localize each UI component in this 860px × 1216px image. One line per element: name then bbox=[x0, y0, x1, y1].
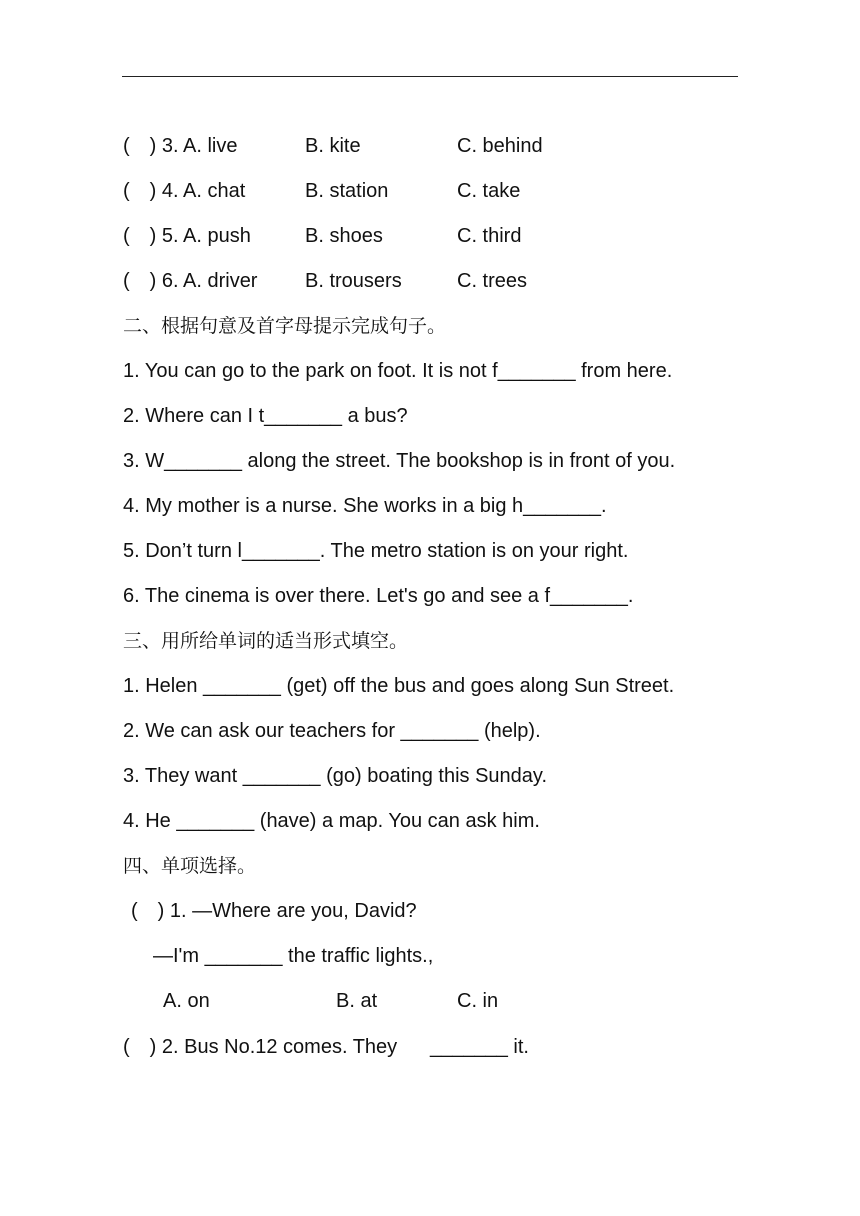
section-2-item-3: 3. W_______ along the street. The bookshop is in front of you. bbox=[123, 450, 676, 472]
question-5-option-b: B. shoes bbox=[305, 225, 383, 247]
question-1-option-b: B. at bbox=[336, 990, 378, 1012]
section-3-item-3: 3. They want _______ (go) boating this Sunday. bbox=[123, 765, 547, 787]
question-2-blank: _______ it. bbox=[430, 1036, 529, 1058]
question-3-option-c: C. behind bbox=[457, 135, 543, 157]
question-6-option-c: C. trees bbox=[457, 270, 528, 292]
section-3-item-4: 4. He _______ (have) a map. You can ask him. bbox=[123, 810, 540, 832]
question-4-option-b: B. station bbox=[305, 180, 389, 202]
question-6-option-b: B. trousers bbox=[305, 270, 402, 292]
section-2-item-6: 6. The cinema is over there. Let's go and see a f_______. bbox=[123, 585, 634, 607]
question-4-option-a: ( ) 4. A. chat bbox=[123, 180, 246, 202]
section-2-item-4: 4. My mother is a nurse. She works in a big h_______. bbox=[123, 495, 607, 517]
question-2-stem: ( ) 2. Bus No.12 comes. They bbox=[123, 1036, 398, 1058]
section-4-title: 四、单项选择。 bbox=[123, 855, 257, 877]
question-3-option-a: ( ) 3. A. live bbox=[123, 135, 238, 157]
question-5-option-a: ( ) 5. A. push bbox=[123, 225, 251, 247]
section-2-title: 二、根据句意及首字母提示完成句子。 bbox=[123, 315, 447, 337]
question-5-option-c: C. third bbox=[457, 225, 522, 247]
question-1-reply: —I'm _______ the traffic lights., bbox=[153, 945, 434, 967]
section-3-item-2: 2. We can ask our teachers for _______ (help). bbox=[123, 720, 541, 742]
section-3-item-1: 1. Helen _______ (get) off the bus and goes along Sun Street. bbox=[123, 675, 675, 697]
question-4-option-c: C. take bbox=[457, 180, 521, 202]
header-rule bbox=[122, 76, 738, 77]
section-2-item-2: 2. Where can I t_______ a bus? bbox=[123, 405, 408, 427]
question-1-option-a: A. on bbox=[163, 990, 210, 1012]
question-1-stem: ( ) 1. —Where are you, David? bbox=[131, 900, 417, 922]
section-3-title: 三、用所给单词的适当形式填空。 bbox=[123, 630, 409, 652]
question-3-option-b: B. kite bbox=[305, 135, 361, 157]
question-1-option-c: C. in bbox=[457, 990, 499, 1012]
section-2-item-1: 1. You can go to the park on foot. It is not f_______ from here. bbox=[123, 360, 673, 382]
section-2-item-5: 5. Don’t turn l_______. The metro station is on your right. bbox=[123, 540, 629, 562]
question-6-option-a: ( ) 6. A. driver bbox=[123, 270, 258, 292]
